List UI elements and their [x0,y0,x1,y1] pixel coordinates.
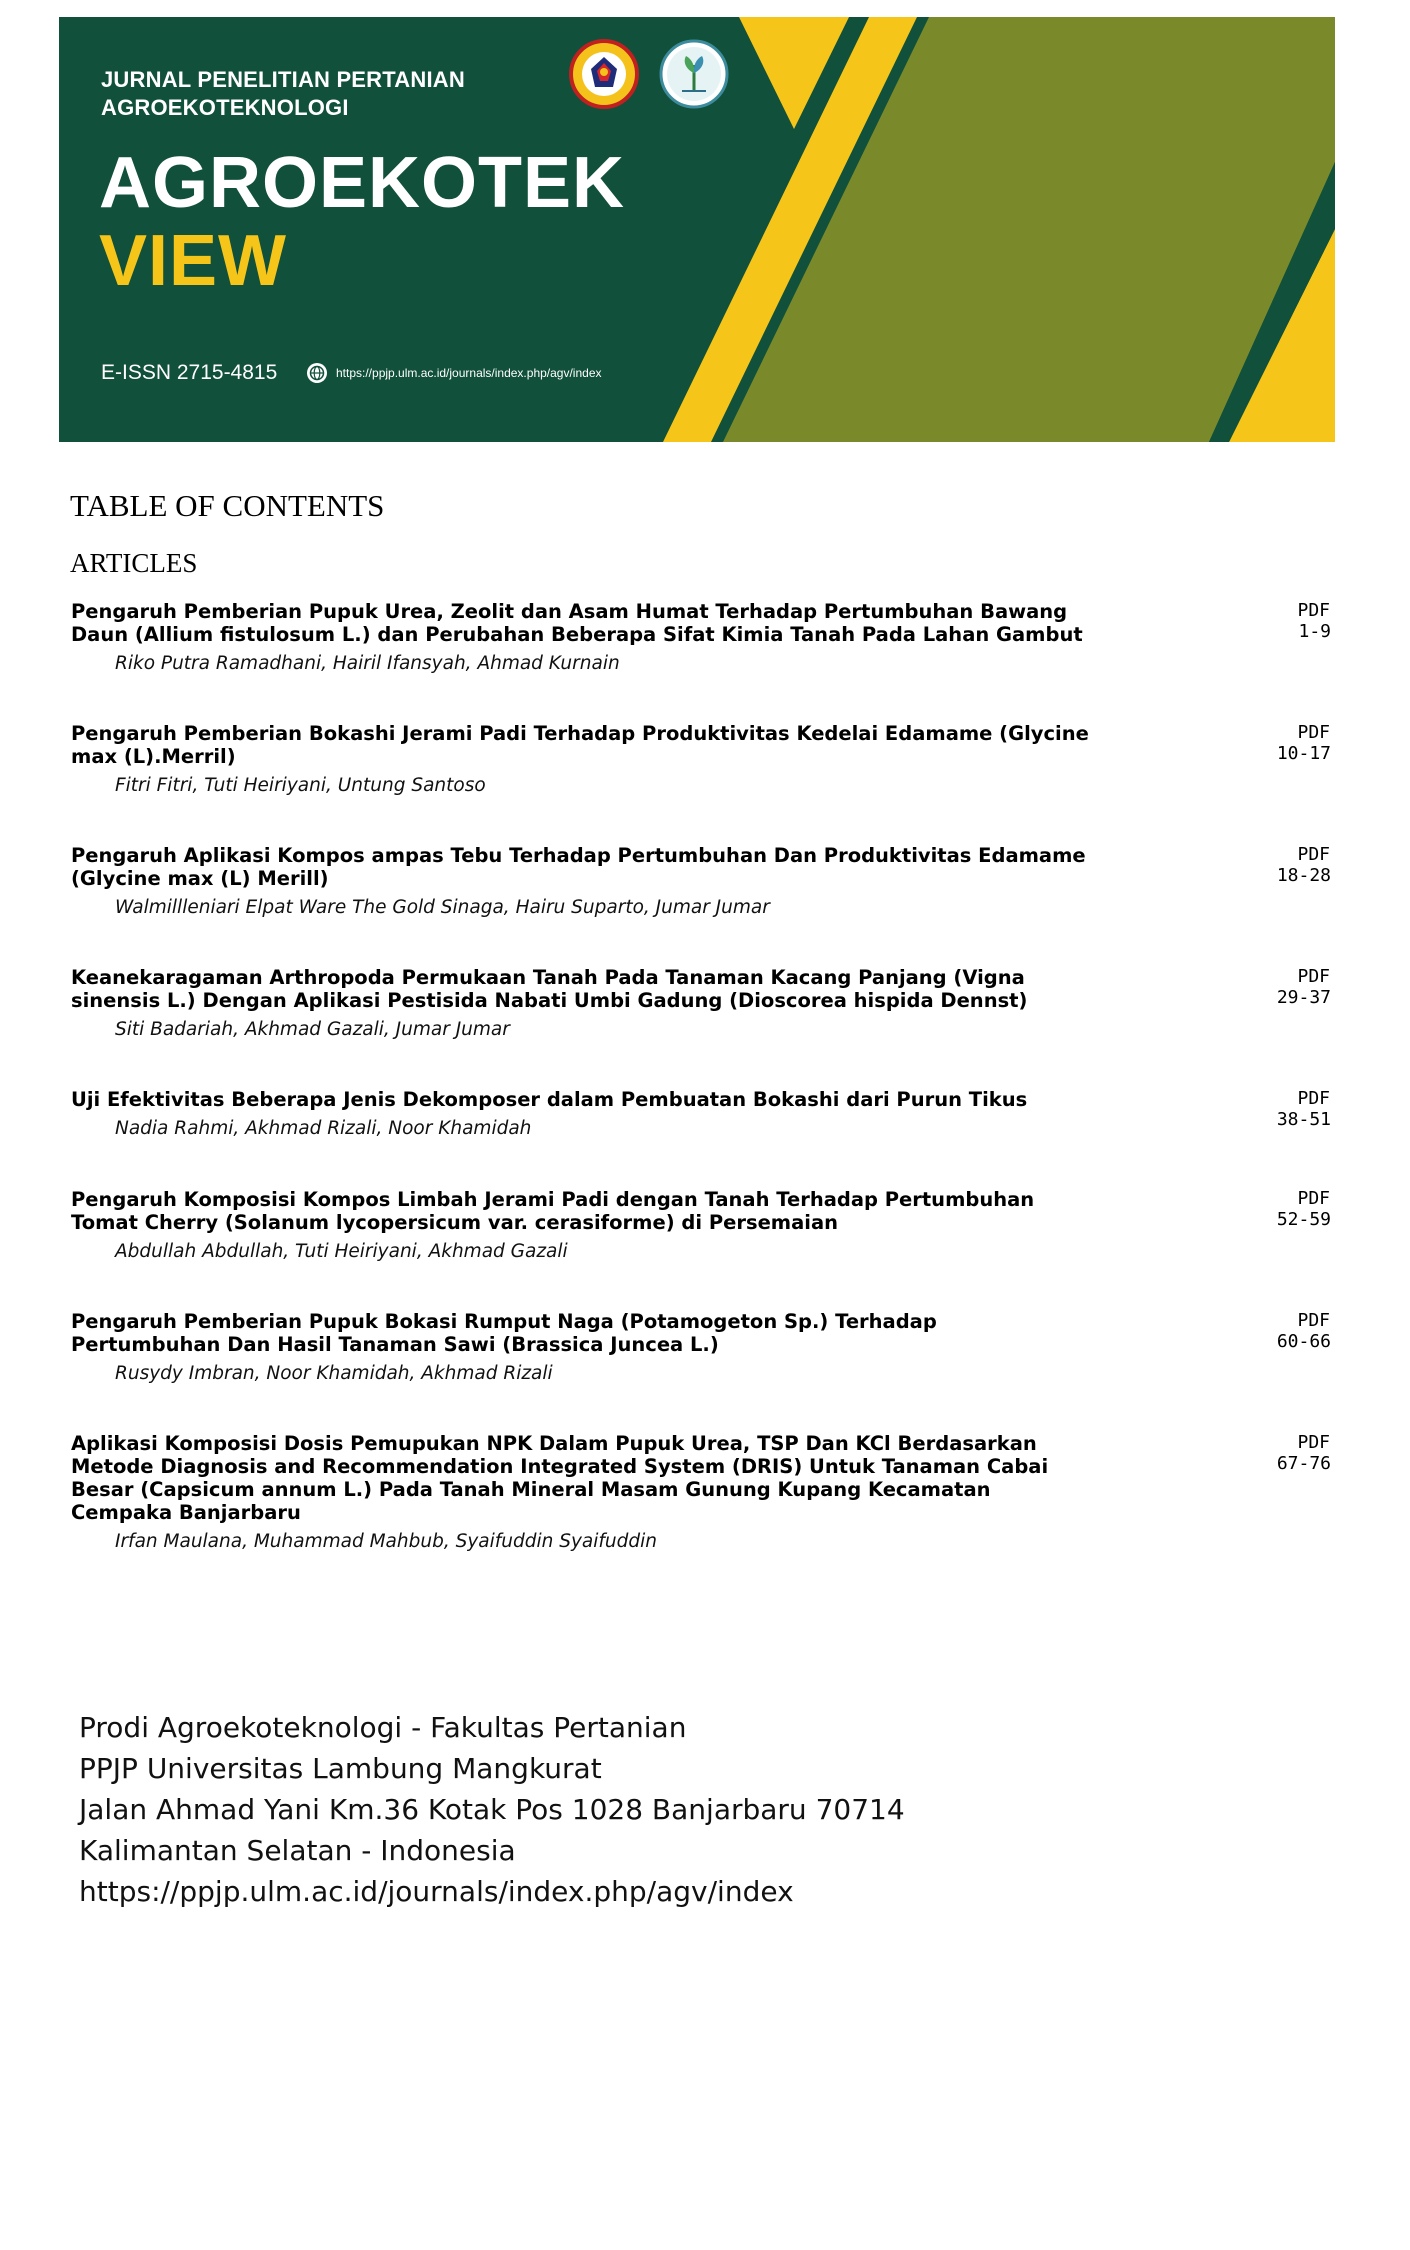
article-item [71,966,1331,1040]
article-galley [1211,844,1331,886]
article-title-link[interactable]: Pengaruh Pemberian Pupuk Urea, Zeolit dan Asam Humat Terhadap Pertumbuhan Bawang Daun (Allium fistulosum L.) dan Perubahan Beberapa Sifat Kimia Tanah Pada Lahan Gambut [71,600,1083,646]
article-pages: 10-17 [1276,743,1331,764]
article-galley [1211,1432,1331,1474]
pdf-link[interactable]: PDF [1297,1310,1330,1331]
footer-address [79,1707,905,1912]
program-logo [659,39,729,109]
university-logo [569,39,639,109]
article-galley [1211,600,1331,642]
article-title-link[interactable]: Uji Efektivitas Beberapa Jenis Dekomposer dalam Pembuatan Bokashi dari Purun Tikus [71,1088,1028,1111]
pdf-link[interactable]: PDF [1297,1188,1330,1209]
pdf-link[interactable]: PDF [1297,1432,1330,1453]
footer-line-region: Kalimantan Selatan - Indonesia [79,1834,516,1867]
pdf-link[interactable]: PDF [1297,844,1330,865]
journal-banner [59,17,1335,442]
article-galley [1211,1088,1331,1130]
footer-line-program: Prodi Agroekoteknologi - Fakultas Pertanian [79,1711,687,1744]
banner-url[interactable]: https://ppjp.ulm.ac.id/journals/index.php/agv/index [336,366,602,380]
article-title-link[interactable]: Pengaruh Pemberian Bokashi Jerami Padi Terhadap Produktivitas Kedelai Edamame (Glycine max (L).Merril) [71,722,1089,768]
toc-heading: TABLE OF CONTENTS [70,488,385,523]
article-authors: Siti Badariah, Akhmad Gazali, Jumar Jumar [115,1019,510,1040]
article-item [71,1432,1331,1552]
article-item [71,1088,1331,1139]
pdf-link[interactable]: PDF [1297,600,1330,621]
globe-icon [306,362,328,384]
pdf-link[interactable]: PDF [1297,722,1330,743]
article-title-link[interactable]: Pengaruh Aplikasi Kompos ampas Tebu Terhadap Pertumbuhan Dan Produktivitas Edamame (Glycine max (L) Merill) [71,844,1086,890]
footer-line-street: Jalan Ahmad Yani Km.36 Kotak Pos 1028 Banjarbaru 70714 [79,1793,905,1826]
footer-line-url[interactable]: https://ppjp.ulm.ac.id/journals/index.php/agv/index [79,1875,794,1908]
journal-name-line2: AGROEKOTEKNOLOGI [101,95,349,120]
footer-line-university: PPJP Universitas Lambung Mangkurat [79,1752,602,1785]
journal-title: AGROEKOTEK [99,143,626,223]
pdf-link[interactable]: PDF [1297,966,1330,987]
article-pages: 67-76 [1276,1453,1331,1474]
pdf-link[interactable]: PDF [1297,1088,1330,1109]
article-pages: 1-9 [1298,621,1331,642]
article-authors: Rusydy Imbran, Noor Khamidah, Akhmad Rizali [115,1363,553,1384]
article-pages: 52-59 [1276,1209,1331,1230]
journal-subtitle: VIEW [99,221,288,301]
article-authors: Riko Putra Ramadhani, Hairil Ifansyah, Ahmad Kurnain [115,653,620,674]
banner-url-row [306,362,602,384]
article-item [71,1188,1331,1262]
section-heading-articles: ARTICLES [70,548,198,578]
journal-name-line1: JURNAL PENELITIAN PERTANIAN [101,67,465,92]
article-item [71,722,1331,796]
article-item [71,600,1331,674]
issn-label: E-ISSN 2715-4815 [101,361,278,384]
article-authors: Abdullah Abdullah, Tuti Heiriyani, Akhmad Gazali [115,1241,568,1262]
article-title-link[interactable]: Keanekaragaman Arthropoda Permukaan Tanah Pada Tanaman Kacang Panjang (Vigna sinensis L.) Dengan Aplikasi Pestisida Nabati Umbi Gadung (Dioscorea hispida Dennst) [71,966,1028,1012]
article-authors: Walmillleniari Elpat Ware The Gold Sinaga, Hairu Suparto, Jumar Jumar [115,897,770,918]
article-pages: 18-28 [1276,865,1331,886]
article-title-link[interactable]: Pengaruh Komposisi Kompos Limbah Jerami Padi dengan Tanah Terhadap Pertumbuhan Tomat Cherry (Solanum lycopersicum var. cerasiforme) di Persemaian [71,1188,1035,1234]
article-pages: 60-66 [1276,1331,1331,1352]
article-item [71,1310,1331,1384]
article-pages: 29-37 [1276,987,1331,1008]
article-authors: Irfan Maulana, Muhammad Mahbub, Syaifuddin Syaifuddin [115,1531,657,1552]
article-item [71,844,1331,918]
article-galley [1211,722,1331,764]
article-title-link[interactable]: Pengaruh Pemberian Pupuk Bokasi Rumput Naga (Potamogeton Sp.) Terhadap Pertumbuhan Dan Hasil Tanaman Sawi (Brassica Juncea L.) [71,1310,937,1356]
article-title-link[interactable]: Aplikasi Komposisi Dosis Pemupukan NPK Dalam Pupuk Urea, TSP Dan KCl Berdasarkan Metode Diagnosis and Recommendation Integrated System (DRIS) Untuk Tanaman Cabai Besar (Capsicum annum L.) Pada Tanah Mineral Masam Gunung Kupang Kecamatan Cempaka Banjarbaru [71,1432,1049,1524]
article-galley [1211,1188,1331,1230]
article-authors: Fitri Fitri, Tuti Heiriyani, Untung Santoso [115,775,486,796]
article-authors: Nadia Rahmi, Akhmad Rizali, Noor Khamidah [115,1118,532,1139]
article-galley [1211,1310,1331,1352]
article-pages: 38-51 [1276,1109,1331,1130]
article-galley [1211,966,1331,1008]
